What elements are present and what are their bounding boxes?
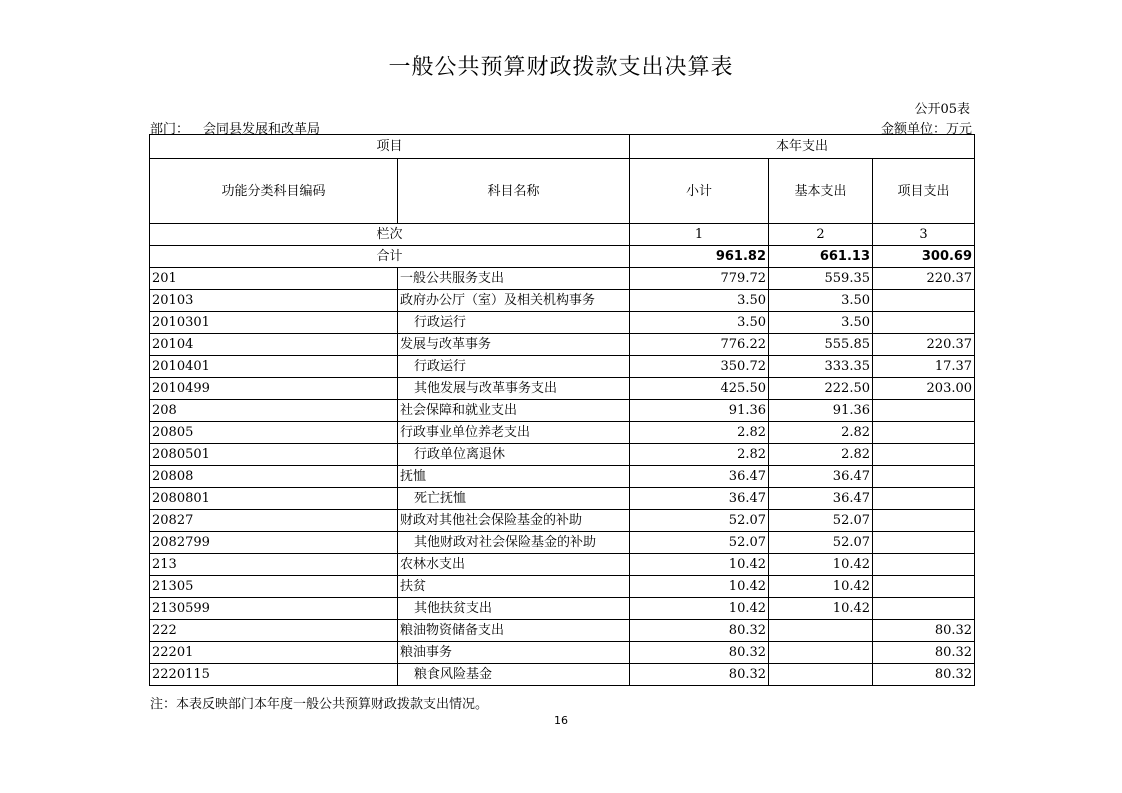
row-code: 20103 <box>150 290 398 312</box>
row-name: 一般公共服务支出 <box>398 268 630 290</box>
row-code: 20827 <box>150 510 398 532</box>
column-index-1: 1 <box>630 224 769 246</box>
row-subtotal: 779.72 <box>630 268 769 290</box>
header-basic: 基本支出 <box>769 159 873 224</box>
header-current-year: 本年支出 <box>630 135 975 159</box>
row-basic: 52.07 <box>769 532 873 554</box>
row-subtotal: 10.42 <box>630 576 769 598</box>
row-basic: 36.47 <box>769 488 873 510</box>
row-name: 粮油物资储备支出 <box>398 620 630 642</box>
row-project: 17.37 <box>873 356 975 378</box>
row-project <box>873 422 975 444</box>
row-project <box>873 400 975 422</box>
amount-unit: 金额单位：万元 <box>880 122 972 137</box>
expenditure-table <box>149 134 975 686</box>
row-name: 其他扶贫支出 <box>398 598 630 620</box>
row-name: 社会保障和就业支出 <box>398 400 630 422</box>
header-project-expenditure: 项目支出 <box>873 159 975 224</box>
row-subtotal: 10.42 <box>630 554 769 576</box>
header-project: 项目 <box>150 135 630 159</box>
column-index-2: 2 <box>769 224 873 246</box>
row-name: 财政对其他社会保险基金的补助 <box>398 510 630 532</box>
table-row <box>150 400 975 422</box>
form-number: 公开05表 <box>914 102 970 117</box>
total-project: 300.69 <box>873 246 975 268</box>
row-code: 22201 <box>150 642 398 664</box>
row-project <box>873 598 975 620</box>
row-project <box>873 444 975 466</box>
table-row <box>150 488 975 510</box>
row-name: 其他财政对社会保险基金的补助 <box>398 532 630 554</box>
row-name: 行政单位离退休 <box>398 444 630 466</box>
row-basic: 10.42 <box>769 598 873 620</box>
header-name: 科目名称 <box>398 159 630 224</box>
row-name: 行政事业单位养老支出 <box>398 422 630 444</box>
row-name: 农林水支出 <box>398 554 630 576</box>
row-basic <box>769 664 873 686</box>
row-name: 粮食风险基金 <box>398 664 630 686</box>
row-project <box>873 466 975 488</box>
table-row <box>150 510 975 532</box>
row-subtotal: 425.50 <box>630 378 769 400</box>
table-row <box>150 268 975 290</box>
row-subtotal: 36.47 <box>630 488 769 510</box>
row-code: 2010401 <box>150 356 398 378</box>
row-name: 扶贫 <box>398 576 630 598</box>
page-number: 16 <box>554 714 568 727</box>
row-basic: 91.36 <box>769 400 873 422</box>
row-code: 20104 <box>150 334 398 356</box>
row-subtotal: 3.50 <box>630 290 769 312</box>
row-subtotal: 52.07 <box>630 532 769 554</box>
row-code: 201 <box>150 268 398 290</box>
column-index-label: 栏次 <box>150 224 630 246</box>
row-name: 行政运行 <box>398 312 630 334</box>
row-basic: 222.50 <box>769 378 873 400</box>
table-row <box>150 378 975 400</box>
table-row <box>150 576 975 598</box>
department-value: 会同县发展和改革局 <box>203 122 321 137</box>
row-name: 其他发展与改革事务支出 <box>398 378 630 400</box>
table-row <box>150 466 975 488</box>
row-basic: 3.50 <box>769 290 873 312</box>
row-code: 2080501 <box>150 444 398 466</box>
row-basic: 559.35 <box>769 268 873 290</box>
row-code: 2220115 <box>150 664 398 686</box>
row-subtotal: 80.32 <box>630 620 769 642</box>
row-code: 2080801 <box>150 488 398 510</box>
row-project <box>873 554 975 576</box>
column-index-3: 3 <box>873 224 975 246</box>
row-name: 行政运行 <box>398 356 630 378</box>
table-row <box>150 642 975 664</box>
row-subtotal: 80.32 <box>630 642 769 664</box>
row-code: 21305 <box>150 576 398 598</box>
row-project <box>873 510 975 532</box>
row-subtotal: 3.50 <box>630 312 769 334</box>
row-subtotal: 91.36 <box>630 400 769 422</box>
total-row <box>150 246 975 268</box>
row-project <box>873 312 975 334</box>
header-code: 功能分类科目编码 <box>150 159 398 224</box>
row-basic: 2.82 <box>769 422 873 444</box>
row-project <box>873 488 975 510</box>
row-subtotal: 10.42 <box>630 598 769 620</box>
row-project: 220.37 <box>873 268 975 290</box>
row-code: 2010301 <box>150 312 398 334</box>
row-project: 80.32 <box>873 642 975 664</box>
row-project: 203.00 <box>873 378 975 400</box>
row-basic: 36.47 <box>769 466 873 488</box>
header-subtotal: 小计 <box>630 159 769 224</box>
row-subtotal: 2.82 <box>630 444 769 466</box>
table-row <box>150 598 975 620</box>
row-subtotal: 776.22 <box>630 334 769 356</box>
row-project <box>873 576 975 598</box>
table-row <box>150 334 975 356</box>
total-label: 合计 <box>150 246 630 268</box>
row-subtotal: 80.32 <box>630 664 769 686</box>
total-subtotal: 961.82 <box>630 246 769 268</box>
row-code: 2082799 <box>150 532 398 554</box>
table-row <box>150 444 975 466</box>
table-row <box>150 532 975 554</box>
table-row <box>150 290 975 312</box>
row-name: 政府办公厅（室）及相关机构事务 <box>398 290 630 312</box>
row-code: 20805 <box>150 422 398 444</box>
row-project <box>873 532 975 554</box>
row-project: 80.32 <box>873 620 975 642</box>
row-subtotal: 350.72 <box>630 356 769 378</box>
header-row-2 <box>150 159 975 224</box>
row-code: 222 <box>150 620 398 642</box>
row-name: 抚恤 <box>398 466 630 488</box>
row-basic: 10.42 <box>769 576 873 598</box>
table-row <box>150 356 975 378</box>
row-basic: 52.07 <box>769 510 873 532</box>
table-row <box>150 554 975 576</box>
row-basic <box>769 620 873 642</box>
row-subtotal: 2.82 <box>630 422 769 444</box>
row-basic <box>769 642 873 664</box>
page-title: 一般公共预算财政拨款支出决算表 <box>388 55 734 80</box>
row-code: 208 <box>150 400 398 422</box>
table-row <box>150 422 975 444</box>
table-row <box>150 620 975 642</box>
row-code: 2130599 <box>150 598 398 620</box>
row-project: 220.37 <box>873 334 975 356</box>
row-subtotal: 52.07 <box>630 510 769 532</box>
row-basic: 333.35 <box>769 356 873 378</box>
row-basic: 10.42 <box>769 554 873 576</box>
row-code: 213 <box>150 554 398 576</box>
table-row <box>150 312 975 334</box>
row-name: 死亡抚恤 <box>398 488 630 510</box>
row-code: 2010499 <box>150 378 398 400</box>
row-project <box>873 290 975 312</box>
row-name: 粮油事务 <box>398 642 630 664</box>
header-row-1 <box>150 135 975 159</box>
department-label: 部门： <box>150 122 190 137</box>
row-subtotal: 36.47 <box>630 466 769 488</box>
row-code: 20808 <box>150 466 398 488</box>
row-project: 80.32 <box>873 664 975 686</box>
total-basic: 661.13 <box>769 246 873 268</box>
row-name: 发展与改革事务 <box>398 334 630 356</box>
table-note: 注：本表反映部门本年度一般公共预算财政拨款支出情况。 <box>150 697 489 712</box>
column-index-row <box>150 224 975 246</box>
row-basic: 555.85 <box>769 334 873 356</box>
row-basic: 3.50 <box>769 312 873 334</box>
row-basic: 2.82 <box>769 444 873 466</box>
table-row <box>150 664 975 686</box>
